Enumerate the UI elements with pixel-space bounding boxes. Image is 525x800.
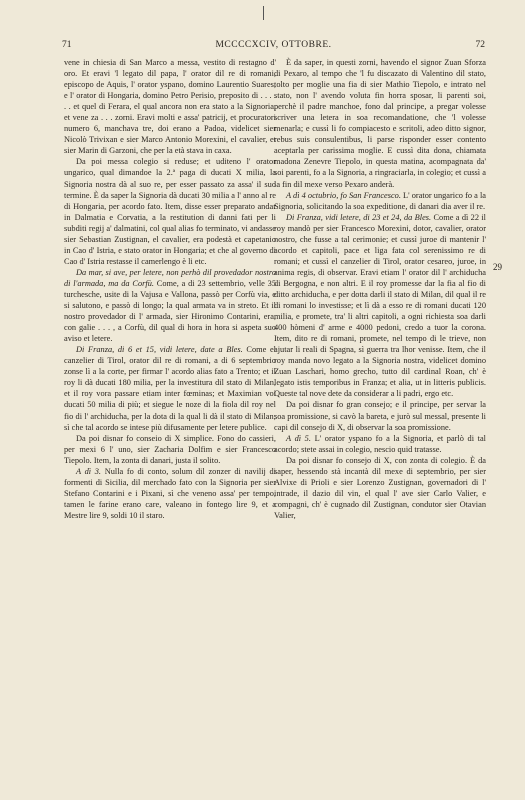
paragraph: È da saper, in questi zorni, havendo el signor Zuan Sforza di Pexaro, al tempo che 'l fu discazato di Valentino dil stato, tolto per moglie una fia di sier Mathio Tiepolo, e intrato nel stato, non l' avendo voluta fin horra sposar, li parenti soi, perchè il padre manchoe, fono dal principe, a pregar volesse scriver una letera in soa recomandatione, che 'l volesse menarla; e cussì li fo compiacesto e scritoli, adeo ditto signor, rebus suis consulentibus, li parse risponder esser contento aceptarla per carissima moglie. E cussì dita dona, chiamata madona Zenevre Tiepolo, in questa matina, acompagnata da' soi parenti, fo a la Signoria, a ringraciarla, in colegio; et cussì a la fin dil mexe verso Pexaro anderà. <box>274 58 486 189</box>
page-number-right: 72 <box>475 40 485 50</box>
paragraph: Da poi disnar fo conseio di X simplice. Fono do cassieri, per mexi 6 l' uno, sier Zacharia Dolfim e sier Francesco Tiepolo. Item, la zonta di danari, justa il solito. <box>64 433 276 465</box>
paragraph <box>64 344 276 432</box>
right-column <box>274 57 486 521</box>
entry-heading: Di Franza, vidi letere, di 23 et 24, da Bles. <box>286 212 432 222</box>
entry-heading: Di Franza, di 6 et 15, vidi letere, date a Bles. <box>76 345 243 355</box>
binding-mark <box>263 6 264 20</box>
entry-text: Come el canzelier di Tirol, orator dil re di romani, a di 6 septembrio zonse lì a la corte, per firmar l' acordo alias fato a Trento; et il roy li dà ducati 180 milia, per la investitura dil stato di Milan, et il roy vora passare etiam inter fœminas; et Maximian voi ducati 50 milia di più; et siegue le noze di la fiola dil roy nel fio di l' archiducha, per la dota di la qual li dà il stato di Milan; sì che tal acordo se intese più difusamente per letere publice. <box>64 345 277 432</box>
paragraph: Da poi disnar fo gran consejo; e il principe, per servar la soa promissione, si cavò la bareta, e jurò sul messal, presente li capi dil consejo di X, di observar la soa promissione. <box>274 400 486 432</box>
entry-text: Come a dì 22 il roy mandò per sier Francesco Morexini, dotor, cavalier, orator nostro, che fusse a tal cerimonie; et cussì juroe di mantenir l' acordo et capitoli, pace et liga fata col serenissimo re di romani; et cussì el canzelier di Tirol, orator cesareo, juroe, in anima regis, di observar. Eravi etiam l' orator dil l' archiducha di Bergogna, e non altri. E il roy promesse dar la fia al fio di ditto archiducha, e per dotta darli il stato di Milan, dil qual il re di romani lo investisse; et lì dà a esso re di romani ducati 120 milia, e promete, tra' li altri capitoli, a ogni richiesta soa darli 400 hòmeni d' arme e 4000 pedoni, credo a tuor la corona. Item, dito re di romani, promete, nel tempo di le trieve, non ajutar li reali di Spagna, sì guerra tra lhor venisse. Item, che il roy manda novo legato a la Signoria nostra, videlicet domino Zuan Laschari, homo grecho, tutto dil cardinal Roan, ch' è legato istis temporibus in Franza; et alia, ut in litteris publicis. Queste tal nove dete da considerar a li padri, ergo etc. <box>274 212 486 399</box>
entry-text: L' orator yspano fo a la Signoria, et parlò di tal acordo; stete assai in colegio, nescio quid tratasse. <box>274 433 486 454</box>
paragraph <box>64 466 276 521</box>
page-number-left: 71 <box>62 40 72 50</box>
paragraph: vene in chiesia di San Marco a messa, vestito di restagno d' oro. Et eravi 'l legato dil papa, l' orator dil re di romani, episcopo de Aquis, l' orator yspano, domino Laurentio Suares, e l' orator di Hongaria, domino Petro Perisio, preposito di . . . . . . et quel di Ferara, el qual ancora non era stato a la Signoria, et vene za . . . zorni. Eravi molti e assa' patricij, et procuratori numero 6, manchava tre, doi erano a Padoa, videlicet sier Nicolò Trivixan e sier Marco Antonio Morexini, el cavalier, et sier Marin di Garzoni, che per la età stava in caxa. <box>64 58 276 156</box>
left-column <box>64 57 276 521</box>
paragraph: Da poi messa colegio si reduse; et uditeno l' orator ungarico, qual dimandoe la 2.ª paga di ducati X milia, la Signoria nostra dà al suo re, per esser passato za assa' il suo termine. È da saper la Signoria dà ducati 30 milia a l' anno al re di Hongaria, per acordo fato. Item, disse esser preparato andar in Dalmatia e Corvatia, a la restitution di danni fati per li subditi regij a' dalmatini, col qual alias fo terminato, vi andasse sier Sebastian Zustignan, el cavalier, era podestà et capetanio in Cao d' Istria, e stato orator in Hongaria; et che al governo di Cao d' Istria restasse il camerlengo è li etc. <box>64 157 276 266</box>
entry-heading: A dì 5. <box>286 433 311 443</box>
entry-text: Come, a di 23 settembrio, velle 35 turchesche, usite di la Vajusa e Vallona, passò per Corfù via, e si salutono, e passò di longo; la qual armata va in streto. Et il nostro provedador di l' armada, sier Hironimo Contarini, era, con galie . . . , a Corfù, dil qual di hora in hora si aspeta suo aviso et letere. <box>64 278 276 344</box>
paragraph <box>274 433 486 455</box>
paragraph <box>274 212 486 400</box>
paragraph: Da poi disnar fo consejo di X, con zonta di colegio. È da saper, hessendo stà incantà dil mexe di septembrio, per sier Alvixe di Prioli e sier Lorenzo Zustignan, governadori di l' intrade, il dazio dil vin, el qual l' ave sier Carlo Valier, e compagni, ch' è cugnado dil Zustignan, condutor sier Otavian Valier, <box>274 455 486 520</box>
entry-heading: Da mar, si ave, per letere, non perhò dil provedador nostro di l'armada, ma da Corfù. <box>64 267 276 288</box>
entry-text: Nulla fo di conto, solum dil zonzer di navilij di formenti di Sicilia, dil merchado fato con la Signoria per sier Stefano Contarini e i Pixani, sì che veneno assa' per tempo, tamen le farine erano care, valeano in fontego lire 9, et a Mestre lire 9, soldi 10 il staro. <box>64 466 276 520</box>
entry-text: L' orator ungarico fo a la Signoria, solicitando la soa expeditione, di danari dia aver il re. <box>274 190 486 211</box>
margin-number: 29 <box>493 262 502 272</box>
paragraph <box>64 267 276 344</box>
page-header <box>62 40 485 54</box>
running-title: MCCCCXCIV, OTTOBRE. <box>215 40 332 50</box>
entry-heading: A dì 4 octubrio, fo San Francesco. <box>286 190 401 200</box>
entry-heading: A dì 3. <box>76 466 102 476</box>
paragraph <box>274 190 486 212</box>
